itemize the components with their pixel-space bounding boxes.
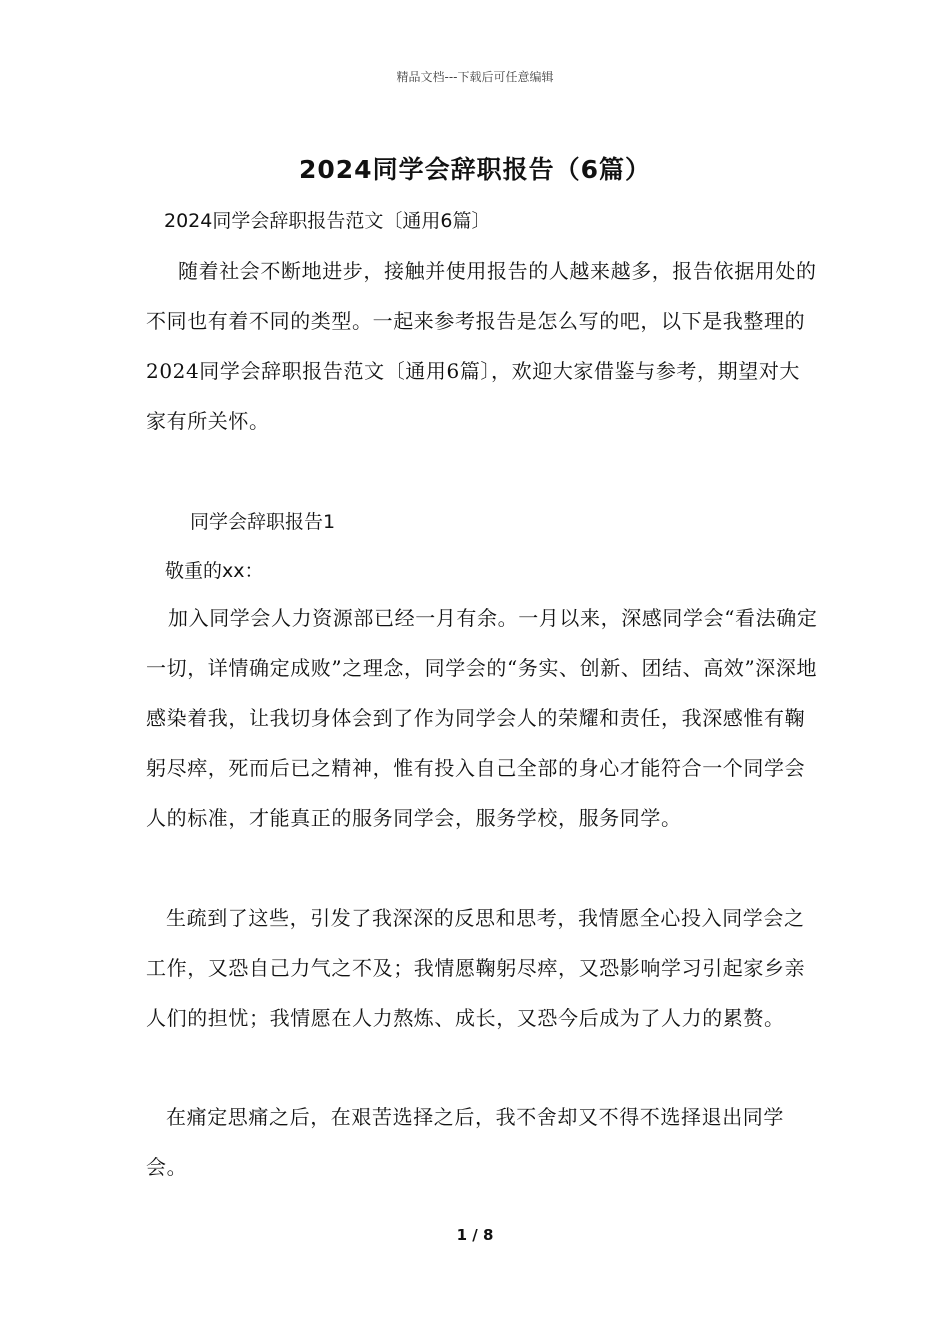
page-number: 1 / 8 xyxy=(456,1226,494,1244)
document-subtitle: 2024同学会辞职报告范文〔通用6篇〕 xyxy=(164,210,491,232)
section-heading: 同学会辞职报告1 xyxy=(190,511,336,533)
body-paragraph: 生疏到了这些，引发了我深深的反思和思考，我情愿全心投入同学会之工作，又恐自己力气之不及；我情愿鞠躬尽瘁，又恐影响学习引起家乡亲人们的担忧；我情愿在人力熬炼、成长，又恐今后成为了人力的累赘。 xyxy=(146,906,806,1030)
header-note: 精品文档---下载后可任意编辑 xyxy=(396,70,554,84)
body-paragraph: 在痛定思痛之后，在艰苦选择之后，我不舍却又不得不选择退出同学会。 xyxy=(146,1105,784,1179)
salutation: 敬重的xx： xyxy=(165,560,264,582)
intro-paragraph: 随着社会不断地进步，接触并使用报告的人越来越多，报告依据用处的不同也有着不同的类型。一起来参考报告是怎么写的吧，以下是我整理的2024同学会辞职报告范文〔通用6篇〕，欢迎大家借鉴与参考，期望对大家有所关怀。 xyxy=(146,259,817,433)
body-paragraph: 加入同学会人力资源部已经一月有余。一月以来，深感同学会“看法确定一切，详情确定成败”之理念，同学会的“务实、创新、团结、高效”深深地感染着我，让我切身体会到了作为同学会人的荣耀和责任，我深感惟有鞠躬尽瘁，死而后已之精神，惟有投入自己全部的身心才能符合一个同学会人的标准，才能真正的服务同学会，服务学校，服务同学。 xyxy=(146,606,818,830)
document-title: 2024同学会辞职报告（6篇） xyxy=(299,155,651,184)
